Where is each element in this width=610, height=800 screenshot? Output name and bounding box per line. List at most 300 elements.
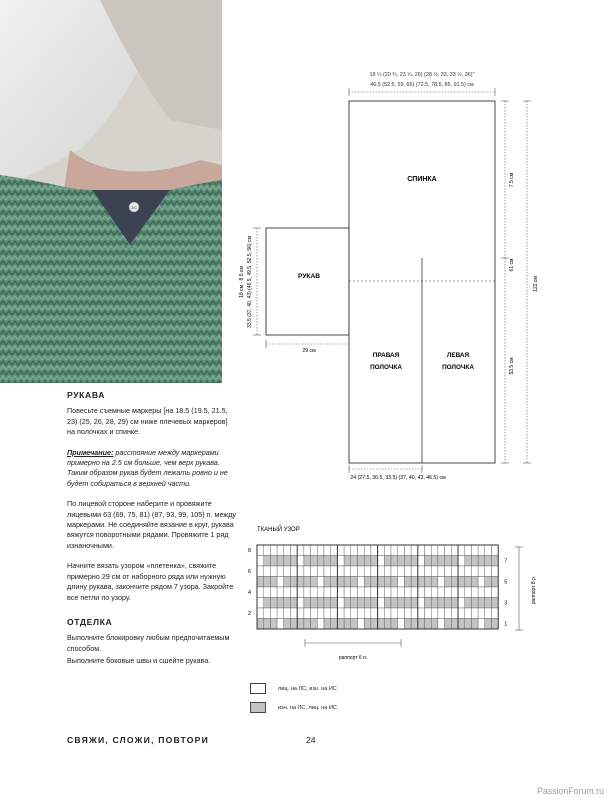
chart-cell [471, 556, 478, 567]
repeat-sts-label: раппорт 6 п. [338, 655, 368, 661]
chart-cell [317, 577, 324, 588]
chart-cell [445, 608, 452, 619]
chart-cell [277, 577, 284, 588]
chart-cell [324, 556, 331, 567]
page-number: 24 [306, 735, 316, 745]
chart-cell [264, 587, 271, 598]
chart-cell [358, 598, 365, 609]
chart-cell [404, 556, 411, 567]
chart-cell [317, 556, 324, 567]
chart-cell [438, 587, 445, 598]
chart-cell [337, 545, 344, 556]
chart-cell [291, 608, 298, 619]
chart-cell [418, 619, 425, 630]
chart-cell [344, 545, 351, 556]
chart-cell [451, 577, 458, 588]
chart-cell [431, 619, 438, 630]
chart-cell [418, 545, 425, 556]
chart-cell [431, 556, 438, 567]
chart-cell [257, 587, 264, 598]
chart-cell [465, 556, 472, 567]
chart-cell [351, 556, 358, 567]
chart-cell [391, 577, 398, 588]
chart-cell [324, 619, 331, 630]
chart-cell [398, 566, 405, 577]
chart-cell [277, 608, 284, 619]
chart-cell [264, 598, 271, 609]
chart-cell [364, 577, 371, 588]
chart-cell [317, 598, 324, 609]
chart-cell [425, 598, 432, 609]
chart-cell [257, 545, 264, 556]
chart-cell [264, 566, 271, 577]
chart-cell [364, 556, 371, 567]
chart-cell [384, 619, 391, 630]
chart-cell [485, 619, 492, 630]
legend-text-purl: изн. на ЛС, лиц. на ИС [278, 704, 337, 711]
chart-cell [404, 608, 411, 619]
chart-row-label-left: 4 [248, 590, 251, 596]
chart-cell [337, 587, 344, 598]
chart-cell [337, 566, 344, 577]
chart-cell [364, 598, 371, 609]
chart-cell [297, 608, 304, 619]
chart-cell [465, 566, 472, 577]
chart-cell [331, 619, 338, 630]
chart-cell [404, 545, 411, 556]
chart-cell [270, 545, 277, 556]
chart-cell [304, 608, 311, 619]
chart-cell [431, 608, 438, 619]
width-top-cm: 46.5 (52.5, 59, 66) (72.5, 78.5, 85, 91.5) см [370, 82, 474, 88]
chart-cell [465, 598, 472, 609]
sleeves-paragraph-3: Начните вязать узором «плетенка», свяжите примерно 29 см от наборного ряда или нужную длину рукава, закончите рядом 7 узора. Закройте все петли по узору. [67, 561, 234, 602]
chart-cell [270, 619, 277, 630]
chart-cell [471, 545, 478, 556]
repeat-rows-label: раппорт 8 р. [531, 575, 537, 605]
chart-cell [337, 598, 344, 609]
chart-cell [324, 545, 331, 556]
chart-cell [445, 566, 452, 577]
chart-cell [431, 587, 438, 598]
chart-cell [291, 577, 298, 588]
chart-cell [344, 619, 351, 630]
chart-cell [391, 556, 398, 567]
chart-cell [451, 608, 458, 619]
chart-cell [270, 608, 277, 619]
chart-cell [304, 556, 311, 567]
chart-cell [344, 577, 351, 588]
chart-cell [337, 556, 344, 567]
chart-cell [324, 608, 331, 619]
chart-cell [438, 556, 445, 567]
chart-cell [425, 619, 432, 630]
chart-cell [311, 598, 318, 609]
chart-cell [431, 545, 438, 556]
chart-cell [284, 556, 291, 567]
chart-cell [351, 566, 358, 577]
chart-cell [304, 619, 311, 630]
chart-cell [291, 566, 298, 577]
chart-cell [304, 587, 311, 598]
chart-cell [425, 545, 432, 556]
chart-cell [398, 587, 405, 598]
chart-cell [358, 545, 365, 556]
chart-cell [451, 556, 458, 567]
pattern-chart [257, 545, 498, 629]
chart-cell [371, 587, 378, 598]
chart-row-label-right: 3 [504, 600, 508, 607]
sleeve-height-2: 33.5 (37, 40, 43) (46.5, 49.5, 52.5, 56) см [247, 236, 253, 328]
chart-cell [391, 566, 398, 577]
dim-total: 122 см [533, 276, 539, 292]
chart-cell [297, 577, 304, 588]
chart-cell [284, 545, 291, 556]
chart-row-label-left: 8 [248, 548, 251, 554]
chart-cell [391, 545, 398, 556]
chart-cell [478, 577, 485, 588]
chart-cell [344, 566, 351, 577]
chart-cell [317, 587, 324, 598]
note-text: расстояние между маркерами примерно на 2.5 см больше, чем верх рукава. Таким образом рукав будет лежать ровно и не будет собираться в верхней части. [67, 447, 228, 488]
chart-cell [391, 587, 398, 598]
chart-cell [317, 608, 324, 619]
chart-cell [297, 619, 304, 630]
chart-cell [445, 577, 452, 588]
chart-cell [478, 608, 485, 619]
chart-cell [384, 566, 391, 577]
chart-cell [404, 587, 411, 598]
chart-cell [297, 598, 304, 609]
chart-cell [344, 556, 351, 567]
back-label: СПИНКА [407, 176, 437, 183]
dim-right-1: 7.5 см [509, 172, 515, 188]
chart-cell [425, 608, 432, 619]
chart-cell [418, 577, 425, 588]
chart-cell [485, 598, 492, 609]
chart-cell [358, 587, 365, 598]
chart-cell [471, 566, 478, 577]
chart-cell [358, 556, 365, 567]
chart-cell [485, 566, 492, 577]
chart-cell [351, 598, 358, 609]
chart-cell [478, 566, 485, 577]
chart-cell [471, 619, 478, 630]
chart-cell [371, 608, 378, 619]
chart-cell [485, 577, 492, 588]
chart-cell [404, 566, 411, 577]
chart-cell [337, 608, 344, 619]
chart-row-label-right: 5 [504, 579, 508, 586]
chart-cell [284, 566, 291, 577]
chart-cell [485, 587, 492, 598]
chart-cell [458, 587, 465, 598]
chart-cell [297, 556, 304, 567]
chart-cell [445, 598, 452, 609]
chart-cell [311, 587, 318, 598]
chart-cell [371, 619, 378, 630]
chart-cell [465, 545, 472, 556]
chart-cell [398, 545, 405, 556]
chart-title: ТКАНЫЙ УЗОР [257, 527, 300, 533]
chart-cell [264, 577, 271, 588]
chart-cell [398, 619, 405, 630]
chart-cell [378, 587, 385, 598]
chart-cell [270, 587, 277, 598]
chart-cell [331, 566, 338, 577]
chart-cell [384, 556, 391, 567]
chart-cell [264, 545, 271, 556]
chart-cell [257, 556, 264, 567]
chart-cell [364, 608, 371, 619]
chart-cell [458, 545, 465, 556]
chart-cell [404, 619, 411, 630]
chart-cell [311, 545, 318, 556]
chart-cell [398, 556, 405, 567]
chart-cell [378, 608, 385, 619]
finishing-paragraph-2: Выполните боковые швы и сшейте рукава. [67, 656, 211, 666]
chart-cell [311, 566, 318, 577]
chart-cell [445, 587, 452, 598]
chart-cell [465, 619, 472, 630]
chart-cell [431, 598, 438, 609]
chart-cell [418, 566, 425, 577]
sleeves-heading: РУКАВА [67, 390, 105, 400]
chart-cell [465, 587, 472, 598]
chart-cell [445, 545, 452, 556]
chart-cell [344, 608, 351, 619]
sleeves-note [67, 448, 237, 490]
chart-cell [291, 587, 298, 598]
chart-cell [297, 587, 304, 598]
sleeves-paragraph-1: Повесьте съемные маркеры [на 18.5 (19.5, 21.5, 23) (25, 26, 28, 29) см ниже плечевых маркеров] на полочках и спинке. [67, 406, 228, 437]
chart-cell [257, 598, 264, 609]
chart-cell [458, 608, 465, 619]
chart-cell [438, 608, 445, 619]
chart-cell [324, 587, 331, 598]
chart-cell [351, 587, 358, 598]
watermark: PassionForum.ru [537, 786, 604, 796]
sleeve-length: 29 см [302, 348, 316, 354]
chart-cell [304, 577, 311, 588]
left-front-label-2: ПОЛОЧКА [442, 364, 474, 371]
chart-cell [478, 619, 485, 630]
legend-item-knit [250, 683, 337, 694]
chart-cell [317, 545, 324, 556]
width-top-inches: 18 ¼ (20 ¾, 23 ¼, 26) (28 ½, 33, 33 ½, 36)" [369, 72, 475, 78]
chart-cell [364, 566, 371, 577]
chart-cell [257, 566, 264, 577]
chart-cell [304, 566, 311, 577]
chart-cell [291, 598, 298, 609]
chart-cell [418, 587, 425, 598]
chart-cell [391, 608, 398, 619]
chart-cell [277, 619, 284, 630]
legend-item-purl [250, 702, 337, 713]
chart-cell [371, 577, 378, 588]
dim-right-3: 53.5 см [509, 357, 515, 375]
chart-cell [411, 619, 418, 630]
chart-cell [411, 598, 418, 609]
chart-cell [371, 556, 378, 567]
chart-cell [291, 545, 298, 556]
left-front-label-1: ЛЕВАЯ [446, 352, 470, 359]
chart-cell [324, 598, 331, 609]
button-label: AC [131, 205, 137, 210]
chart-cell [445, 619, 452, 630]
chart-cell [297, 566, 304, 577]
chart-cell [331, 598, 338, 609]
chart-cell [438, 566, 445, 577]
chart-cell [364, 619, 371, 630]
chart-cell [270, 598, 277, 609]
chart-cell [337, 577, 344, 588]
chart-cell [411, 545, 418, 556]
legend-text-knit: лиц. на ЛС, изн. на ИС [278, 685, 337, 692]
instructions-column [67, 390, 237, 677]
chart-cell [411, 556, 418, 567]
chart-cell [351, 608, 358, 619]
chart-cell [471, 608, 478, 619]
chart-cell [337, 619, 344, 630]
chart-cell [418, 556, 425, 567]
chart-cell [438, 545, 445, 556]
chart-cell [492, 545, 499, 556]
finishing-paragraph-1: Выполните блокировку любым предпочитаемым способом. [67, 633, 230, 653]
chart-cell [351, 619, 358, 630]
chart-cell [478, 556, 485, 567]
chart-cell [378, 545, 385, 556]
chart-cell [478, 545, 485, 556]
chart-cell [264, 619, 271, 630]
chart-cell [418, 598, 425, 609]
chart-row-label-left: 6 [248, 569, 251, 575]
chart-cell [317, 619, 324, 630]
chart-cell [284, 619, 291, 630]
chart-cell [445, 556, 452, 567]
chart-cell [492, 608, 499, 619]
sleeve-label: РУКАВ [298, 273, 320, 280]
chart-cell [297, 545, 304, 556]
chart-cell [384, 577, 391, 588]
chart-cell [371, 598, 378, 609]
chart-cell [358, 608, 365, 619]
chart-cell [358, 577, 365, 588]
chart-cell [270, 556, 277, 567]
note-label: Примечание: [67, 447, 114, 457]
chart-cell [438, 577, 445, 588]
chart-cell [270, 566, 277, 577]
chart-cell [324, 566, 331, 577]
chart-cell [425, 587, 432, 598]
sleeve-height-1: 18 см · 8.5 см [239, 266, 245, 298]
chart-cell [485, 556, 492, 567]
chart-cell [358, 566, 365, 577]
chart-cell [492, 566, 499, 577]
chart-cell [485, 545, 492, 556]
chart-cell [391, 619, 398, 630]
chart-cell [425, 577, 432, 588]
chart-cell [277, 587, 284, 598]
chart-cell [431, 566, 438, 577]
chart-cell [351, 545, 358, 556]
chart-cell [304, 598, 311, 609]
chart-cell [277, 566, 284, 577]
chart-cell [317, 566, 324, 577]
chart-cell [264, 608, 271, 619]
chart-cell [311, 556, 318, 567]
chart-cell [471, 587, 478, 598]
chart-cell [492, 577, 499, 588]
footer-title: СВЯЖИ, СЛОЖИ, ПОВТОРИ [67, 735, 209, 745]
chart-cell [264, 556, 271, 567]
chart-cell [492, 619, 499, 630]
chart-cell [492, 598, 499, 609]
chart-cell [284, 577, 291, 588]
finishing-heading: ОТДЕЛКА [67, 616, 113, 627]
chart-cell [304, 545, 311, 556]
chart-cell [331, 608, 338, 619]
chart-cell [311, 608, 318, 619]
chart-cell [311, 619, 318, 630]
chart-cell [411, 608, 418, 619]
chart-cell [431, 577, 438, 588]
chart-cell [451, 587, 458, 598]
chart-cell [411, 577, 418, 588]
chart-cell [257, 608, 264, 619]
chart-cell [344, 598, 351, 609]
chart-cell [277, 598, 284, 609]
chart-cell [384, 587, 391, 598]
chart-row-label-left: 2 [248, 611, 251, 617]
sleeves-paragraph-2: По лицевой стороне наберите и провяжите лицевыми 63 (69, 75, 81) (87, 93, 99, 105) п. между маркерами. Не соединяйте вязание в круг, рукава вяжутся поворотными рядами. Провяжите 1 ряд изнаночными. [67, 499, 237, 550]
chart-cell [404, 598, 411, 609]
chart-cell [371, 566, 378, 577]
chart-cell [451, 619, 458, 630]
chart-cell [364, 545, 371, 556]
chart-cell [438, 619, 445, 630]
chart-cell [458, 598, 465, 609]
chart-cell [331, 587, 338, 598]
chart-cell [398, 577, 405, 588]
sleeve-outline [266, 228, 349, 335]
chart-cell [291, 619, 298, 630]
chart-cell [451, 566, 458, 577]
chart-cell [378, 598, 385, 609]
chart-cell [492, 556, 499, 567]
chart-cell [425, 556, 432, 567]
chart-cell [465, 577, 472, 588]
right-front-label-1: ПРАВАЯ [372, 352, 400, 359]
chart-cell [277, 545, 284, 556]
chart-cell [344, 587, 351, 598]
legend-swatch-grey [250, 702, 266, 713]
chart-cell [284, 608, 291, 619]
chart-cell [458, 566, 465, 577]
chart-cell [458, 619, 465, 630]
chart-cell [411, 587, 418, 598]
right-front-label-2: ПОЛОЧКА [370, 364, 402, 371]
chart-cell [277, 556, 284, 567]
chart-cell [331, 577, 338, 588]
chart-cell [411, 566, 418, 577]
chart-cell [478, 587, 485, 598]
chart-cell [471, 577, 478, 588]
chart-cell [378, 577, 385, 588]
chart-cell [284, 587, 291, 598]
legend-swatch-white [250, 683, 266, 694]
chart-cell [311, 577, 318, 588]
